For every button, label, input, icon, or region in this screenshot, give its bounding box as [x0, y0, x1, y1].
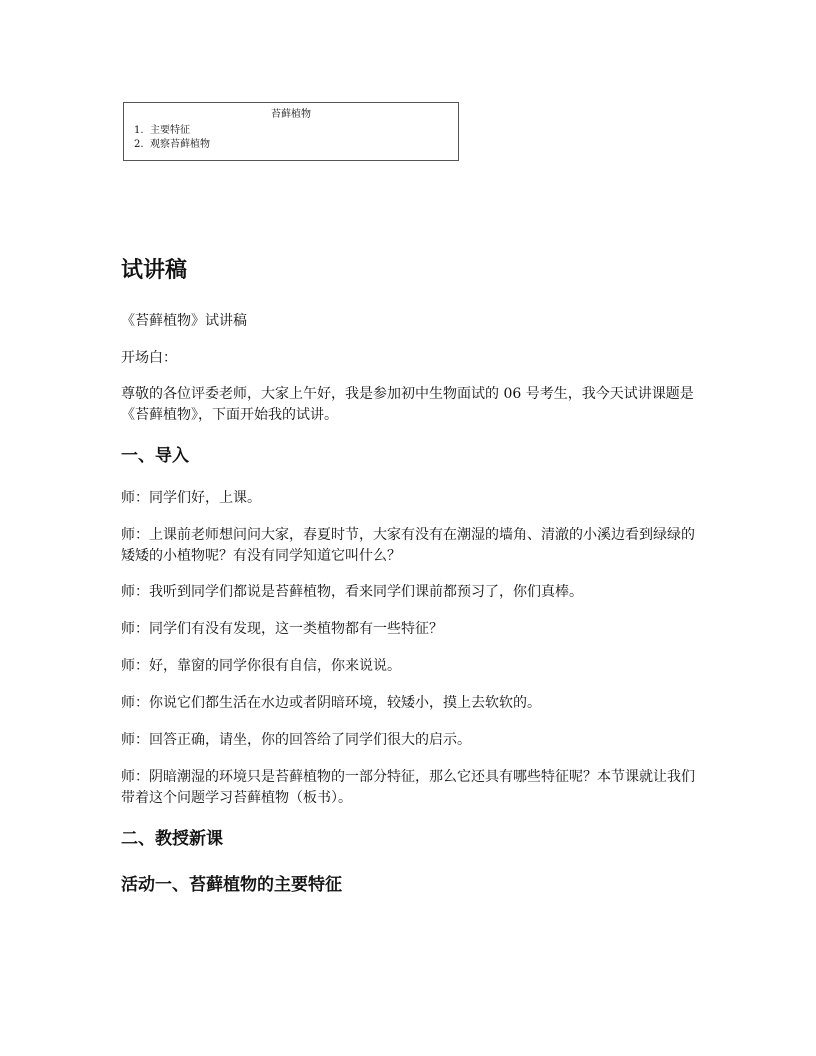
document-title: 试讲稿 — [121, 258, 188, 283]
board-title: 苔藓植物 — [271, 109, 311, 120]
teacher-line: 师：阴暗潮湿的环境只是苔藓植物的一部分特征，那么它还具有哪些特征呢？本节课就让我们带着这个问题学习苔藓植物（板书）。 — [121, 769, 695, 806]
teacher-line: 师：我听到同学们都说是苔藓植物，看来同学们课前都预习了，你们真棒。 — [121, 584, 583, 600]
board-outline-list — [134, 124, 210, 152]
activity-heading: 活动一、苔藓植物的主要特征 — [121, 875, 342, 895]
teacher-line: 师：好，靠窗的同学你很有自信，你来说说。 — [121, 658, 401, 674]
board-item-number: 2. — [134, 139, 144, 150]
board-outline-item — [134, 124, 210, 138]
teacher-line: 师：回答正确，请坐，你的回答给了同学们很大的启示。 — [121, 732, 471, 748]
lesson-title-line: 《苔藓植物》试讲稿 — [121, 313, 247, 329]
section-heading-new-lesson: 二、教授新课 — [121, 829, 223, 849]
section-heading-introduction: 一、导入 — [121, 446, 189, 466]
board-item-number: 1. — [134, 125, 144, 136]
board-outline-item — [134, 138, 210, 152]
teacher-line: 师：上课前老师想问问大家，春夏时节，大家有没有在潮湿的墙角、清澈的小溪边看到绿绿的矮矮的小植物呢？有没有同学知道它叫什么？ — [121, 527, 695, 564]
board-item-text: 观察苔藓植物 — [150, 139, 210, 150]
board-item-text: 主要特征 — [150, 125, 190, 136]
teacher-line: 师：同学们好，上课。 — [121, 490, 261, 506]
blackboard-outline-box — [123, 102, 459, 161]
opening-paragraph: 尊敬的各位评委老师，大家上午好，我是参加初中生物面试的 06 号考生，我今天试讲课题是《苔藓植物》，下面开始我的试讲。 — [121, 386, 694, 423]
opening-label: 开场白： — [121, 350, 177, 366]
teacher-line: 师：你说它们都生活在水边或者阴暗环境，较矮小，摸上去软软的。 — [121, 695, 541, 711]
teacher-line: 师：同学们有没有发现，这一类植物都有一些特征？ — [121, 621, 443, 637]
